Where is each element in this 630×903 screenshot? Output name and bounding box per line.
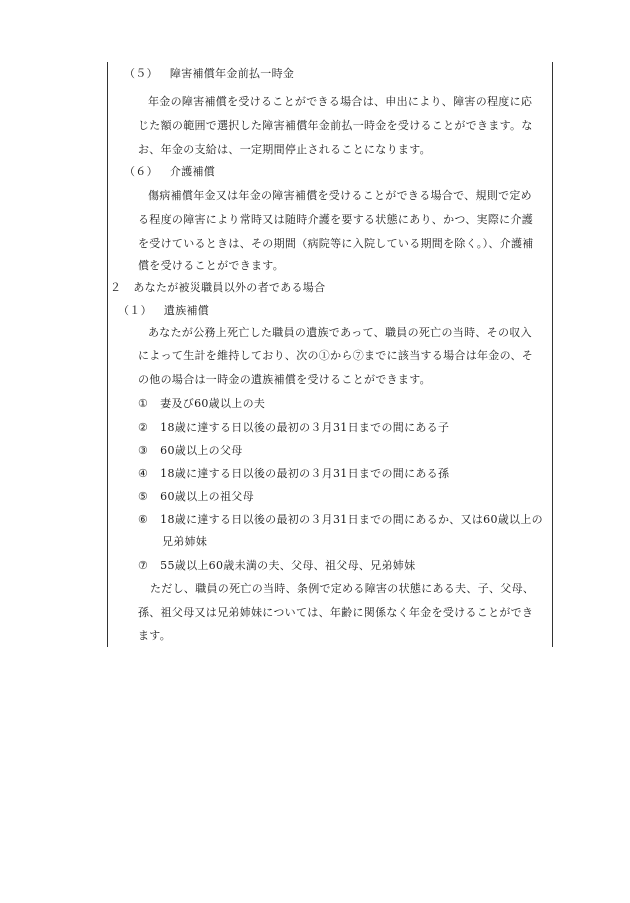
list-item	[138, 512, 543, 528]
section-2-1-title: 遺族補償	[163, 304, 210, 317]
section-6-heading	[124, 164, 215, 180]
section-2-heading	[110, 280, 325, 296]
section-5-number: （５）	[124, 67, 158, 80]
list-item	[138, 443, 243, 459]
list-item	[138, 489, 254, 505]
list-item-text: 妻及び60歳以上の夫	[160, 397, 266, 410]
list-item	[138, 466, 449, 482]
list-item-continuation: 兄弟姉妹	[162, 535, 208, 548]
section-2-title: あなたが被災職員以外の者である場合	[133, 281, 326, 294]
section-5-title: 障害補償年金前払一時金	[169, 67, 295, 80]
section-2-1-number: （１）	[118, 304, 152, 317]
section-5-heading	[124, 66, 294, 82]
list-item-text: 18歳に達する日以後の最初の３月31日までの間にある孫	[160, 467, 450, 480]
section-6-title: 介護補償	[169, 165, 216, 178]
list-item-text: 60歳以上の祖父母	[160, 490, 254, 503]
section-2-1-line: あなたが公務上死亡した職員の遺族であって、職員の死亡の当時、その収入	[148, 326, 532, 339]
section-2-1-line: によって生計を維持しており、次の①から⑦までに該当する場合は年金の、そ	[138, 349, 534, 362]
section-6-line: 傷病補償年金又は年金の障害補償を受けることができる場合で、規則で定め	[148, 189, 532, 202]
section-5-line: 年金の障害補償を受けることができる場合は、申出により、障害の程度に応	[148, 95, 533, 108]
list-item	[138, 558, 415, 574]
list-item-text: 55歳以上60歳未満の夫、父母、祖父母、兄弟姉妹	[160, 559, 416, 572]
table-border-right	[552, 62, 553, 647]
list-item-text: 60歳以上の父母	[160, 444, 243, 457]
list-item-mark: ⑦	[138, 559, 149, 572]
section-5-line: お、年金の支給は、一定期間停止されることになります。	[138, 143, 431, 156]
list-item-mark: ①	[138, 397, 149, 410]
section-2-1-line: の他の場合は一時金の遺族補償を受けることができます。	[138, 373, 431, 386]
section-2-1-heading	[118, 303, 209, 319]
closing-line: ただし、職員の死亡の当時、条例で定める障害の状態にある夫、子、父母、	[150, 582, 535, 595]
list-item	[138, 396, 265, 412]
list-item-text: 18歳に達する日以後の最初の３月31日までの間にあるか、又は60歳以上の	[160, 513, 543, 526]
section-6-number: （６）	[124, 165, 158, 178]
list-item-mark: ②	[138, 421, 149, 434]
list-item-mark: ⑤	[138, 490, 149, 503]
section-6-line: を受けているときは、その期間（病院等に入院している期間を除く。）、介護補	[138, 237, 534, 250]
section-5-line: じた額の範囲で選択した障害補償年金前払一時金を受けることができます。な	[138, 119, 533, 132]
section-6-line: 償を受けることができます。	[138, 259, 285, 272]
closing-line: 孫、祖父母又は兄弟姉妹については、年齢に関係なく年金を受けることができ	[138, 606, 534, 619]
list-item-mark: ③	[138, 444, 149, 457]
list-item	[138, 420, 449, 436]
list-item-mark: ④	[138, 467, 149, 480]
section-6-line: る程度の障害により常時又は随時介護を要する状態にあり、かつ、実際に介護	[138, 213, 534, 226]
list-item-text: 18歳に達する日以後の最初の３月31日までの間にある子	[160, 421, 450, 434]
list-item-mark: ⑥	[138, 513, 149, 526]
section-2-number: ２	[110, 281, 122, 294]
closing-line: ます。	[138, 629, 172, 642]
table-border-left	[107, 62, 108, 647]
